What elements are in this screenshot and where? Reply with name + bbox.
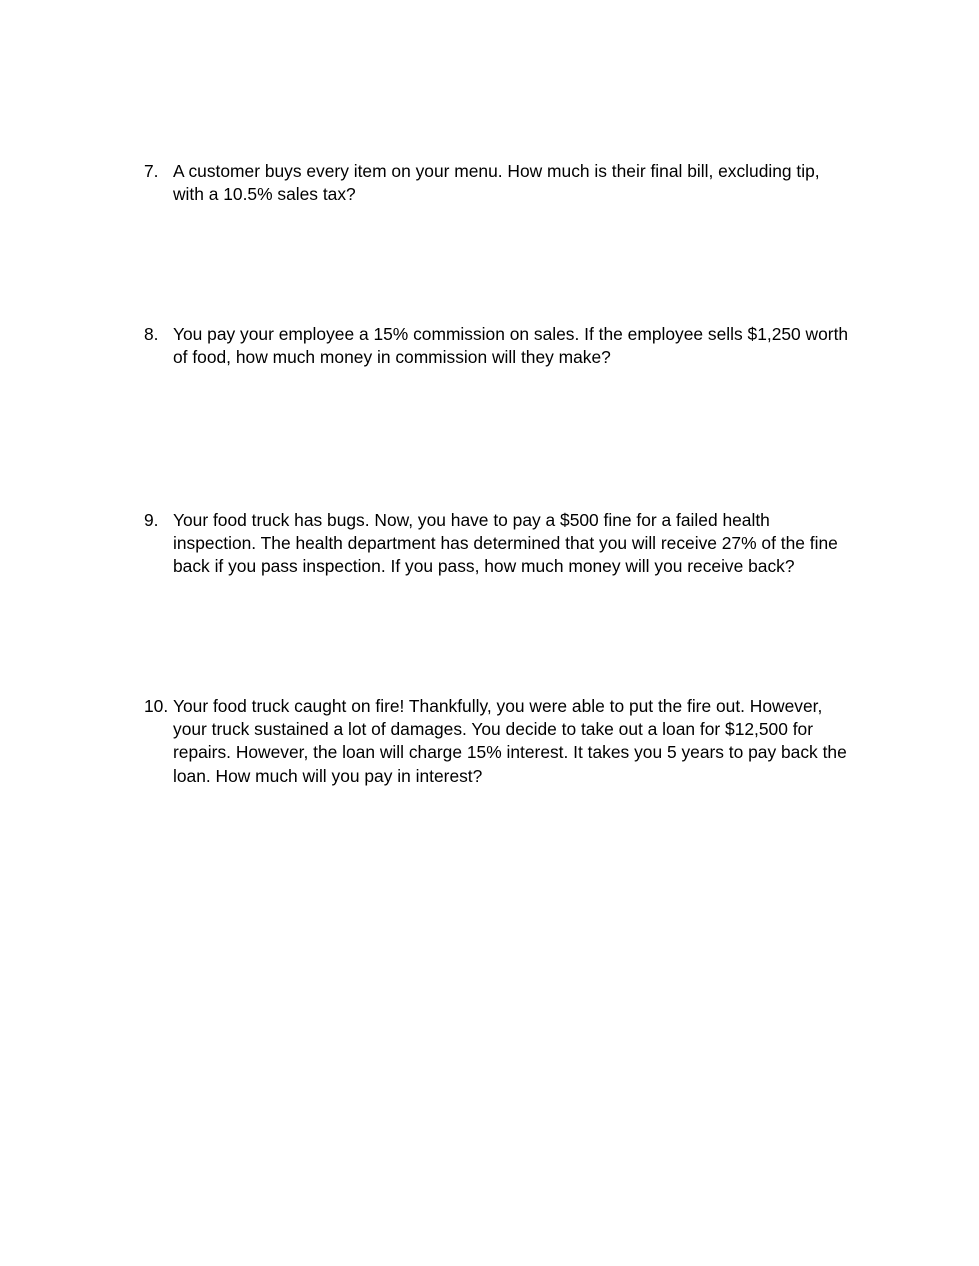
question-7 [144,160,884,206]
question-line: loan. How much will you pay in interest? [173,765,483,786]
question-line: Your food truck has bugs. Now, you have to pay a $500 fine for a failed health [173,510,770,530]
question-line: repairs. However, the loan will charge 15% interest. It takes you 5 years to pay back the [173,742,847,763]
question-line: You pay your employee a 15% commission on sales. If the employee sells $1,250 worth [173,324,849,344]
question-8 [144,323,884,369]
question-line: with a 10.5% sales tax? [173,184,356,205]
question-number: 10. [144,696,169,716]
question-line: Your food truck caught on fire! Thankfully, you were able to put the fire out. However, [173,696,823,716]
question-text [173,160,884,206]
question-text [173,695,884,788]
question-text [173,323,884,369]
question-line: A customer buys every item on your menu. How much is their final bill, excluding tip, [173,161,820,181]
question-number: 8. [144,324,159,344]
question-line: your truck sustained a lot of damages. You decide to take out a loan for $12,500 for [173,719,814,740]
question-line: inspection. The health department has determined that you will receive 27% of the fine [173,533,838,554]
question-line: back if you pass inspection. If you pass, how much money will you receive back? [173,556,795,577]
question-text [173,509,884,579]
question-line: of food, how much money in commission will they make? [173,347,611,368]
question-10 [144,695,884,788]
question-number: 9. [144,510,159,530]
question-number: 7. [144,161,159,181]
question-9 [144,509,884,579]
